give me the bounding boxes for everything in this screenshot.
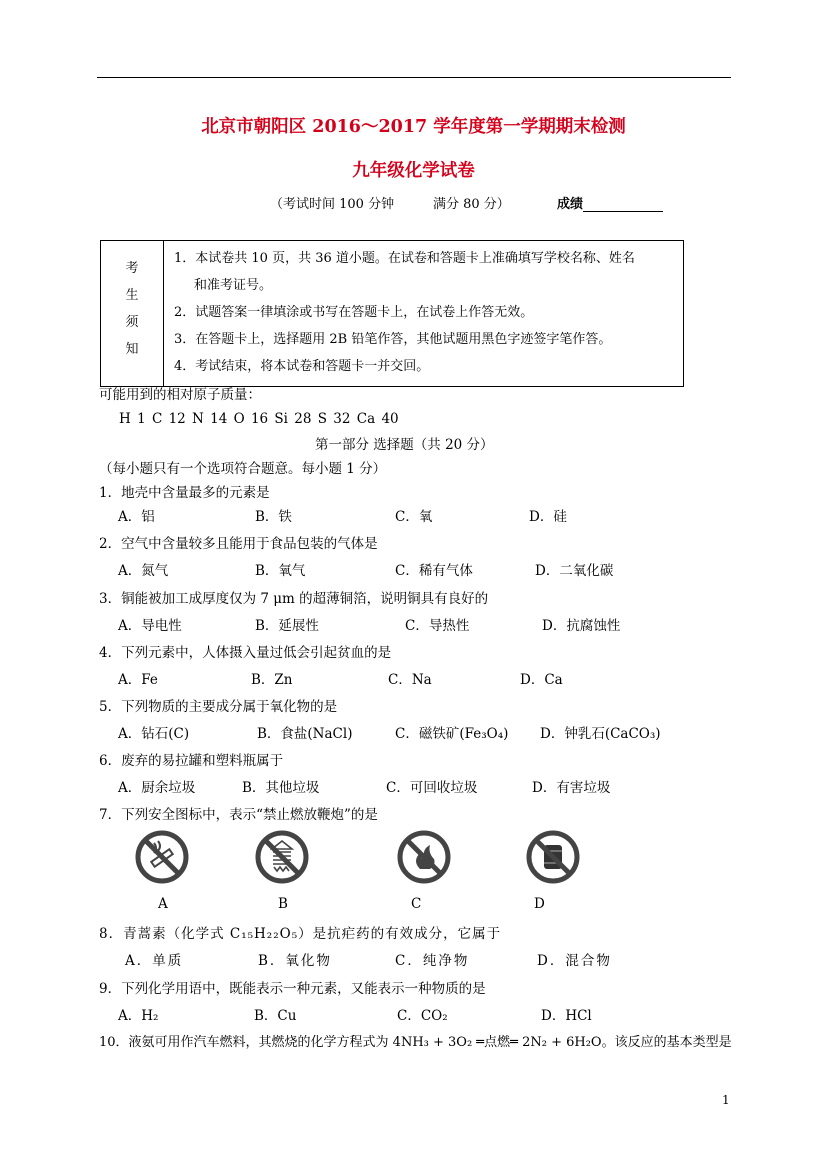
notice-heading-char: 知 <box>125 342 139 357</box>
notice-item: 4．考试结束，将本试卷和答题卡一并交回。 <box>174 359 430 374</box>
option: B．其他垃圾 <box>242 780 320 796</box>
no-smoking-icon <box>134 829 190 885</box>
option: D．二氧化碳 <box>535 563 614 579</box>
question-stem: 9．下列化学用语中，既能表示一种元素，又能表示一种物质的是 <box>99 981 486 997</box>
question-stem: 7．下列安全图标中，表示“禁止燃放鞭炮”的是 <box>99 807 378 823</box>
exam-subtitle: 九年级化学试卷 <box>352 161 475 181</box>
option: B．氧气 <box>255 563 306 579</box>
full-score: 满分 80 分） <box>433 197 510 212</box>
notice-item: 2．试题答案一律填涂或书写在答题卡上，在试卷上作答无效。 <box>174 305 534 320</box>
page-number: 1 <box>722 1093 730 1107</box>
question-stem: 8．青蒿素（化学式 C₁₅H₂₂O₅）是抗疟药的有效成分，它属于 <box>99 926 502 942</box>
option: C．导热性 <box>405 618 470 634</box>
notice-item: 和准考证号。 <box>194 278 273 293</box>
no-fireworks-icon <box>254 829 310 885</box>
option: C．稀有气体 <box>395 563 473 579</box>
sign-label: C <box>411 896 422 912</box>
option: D．Ca <box>520 672 563 688</box>
option: B．Cu <box>254 1008 297 1024</box>
option: A．厨余垃圾 <box>118 780 196 796</box>
option: B．氧化物 <box>258 953 332 969</box>
option: C．CO₂ <box>397 1008 448 1024</box>
option: A．Fe <box>118 672 158 688</box>
question-stem: 6．废弃的易拉罐和塑料瓶属于 <box>99 753 284 769</box>
notice-heading-char: 生 <box>125 288 139 303</box>
notice-heading <box>101 241 164 387</box>
no-flammable-barrel-icon <box>525 829 581 885</box>
option: D．有害垃圾 <box>532 780 611 796</box>
sign-label: B <box>278 896 288 912</box>
option: A．铝 <box>118 509 155 525</box>
option: B．铁 <box>255 509 292 525</box>
notice-items <box>164 241 684 387</box>
notice-item: 3．在答题卡上，选择题用 2B 铅笔作答，其他试题用黑色字迹签字笔作答。 <box>174 332 612 347</box>
section-title: 第一部分 选择题（共 20 分） <box>315 437 494 453</box>
option: D．钟乳石(CaCO₃) <box>540 726 661 742</box>
option: C．可回收垃圾 <box>386 780 478 796</box>
notice-item: 1．本试卷共 10 页，共 36 道小题。在试卷和答题卡上准确填写学校名称、姓名 <box>174 251 635 266</box>
question-stem: 1．地壳中含量最多的元素是 <box>99 485 270 501</box>
question-stem: 4．下列元素中，人体摄入量过低会引起贫血的是 <box>99 645 392 661</box>
sign-label: A <box>158 896 168 912</box>
atomic-masses-label: 可能用到的相对原子质量： <box>99 387 261 403</box>
sign-label: D <box>534 896 545 912</box>
question-stem: 5．下列物质的主要成分属于氧化物的是 <box>99 699 338 715</box>
option: D．抗腐蚀性 <box>542 618 621 634</box>
question-stem: 3．铜能被加工成厚度仅为 7 μm 的超薄铜箔，说明铜具有良好的 <box>99 591 489 607</box>
exam-time: （考试时间 100 分钟 <box>270 197 395 212</box>
option: C．纯净物 <box>395 953 470 969</box>
candidate-notice <box>100 240 684 387</box>
option: A．导电性 <box>118 618 182 634</box>
exam-title: 北京市朝阳区 2016～2017 学年度第一学期期末检测 <box>201 117 626 137</box>
atomic-masses: H 1 C 12 N 14 O 16 Si 28 S 32 Ca 40 <box>119 411 399 427</box>
option: B．食盐(NaCl) <box>257 726 353 742</box>
option: C．氧 <box>395 509 433 525</box>
option: D．HCl <box>541 1008 592 1024</box>
option: A．单质 <box>125 953 184 969</box>
notice-heading-char: 考 <box>125 261 139 276</box>
notice-heading-char: 须 <box>125 315 139 330</box>
question-stem: 10．液氨可用作汽车燃料，其燃烧的化学方程式为 4NH₃ + 3O₂ ═点燃═ 2N₂ + 6H₂O。该反应的基本类型是 <box>99 1035 732 1050</box>
option: B．Zn <box>251 672 293 688</box>
section-note: （每小题只有一个选项符合题意。每小题 1 分） <box>99 461 387 477</box>
option: A．氮气 <box>118 563 169 579</box>
no-open-flame-icon <box>396 829 452 885</box>
header-rule <box>97 77 731 78</box>
score-label: 成绩 <box>557 197 584 212</box>
score-field <box>557 193 663 212</box>
option: B．延展性 <box>255 618 319 634</box>
score-blank <box>583 197 663 212</box>
option: C．磁铁矿(Fe₃O₄) <box>395 726 509 742</box>
option: D．混合物 <box>537 953 612 969</box>
option: C．Na <box>388 672 432 688</box>
option: A．H₂ <box>118 1008 159 1024</box>
option: D．硅 <box>529 509 567 525</box>
option: A．钻石(C) <box>118 726 190 742</box>
question-stem: 2．空气中含量较多且能用于食品包装的气体是 <box>99 536 378 552</box>
